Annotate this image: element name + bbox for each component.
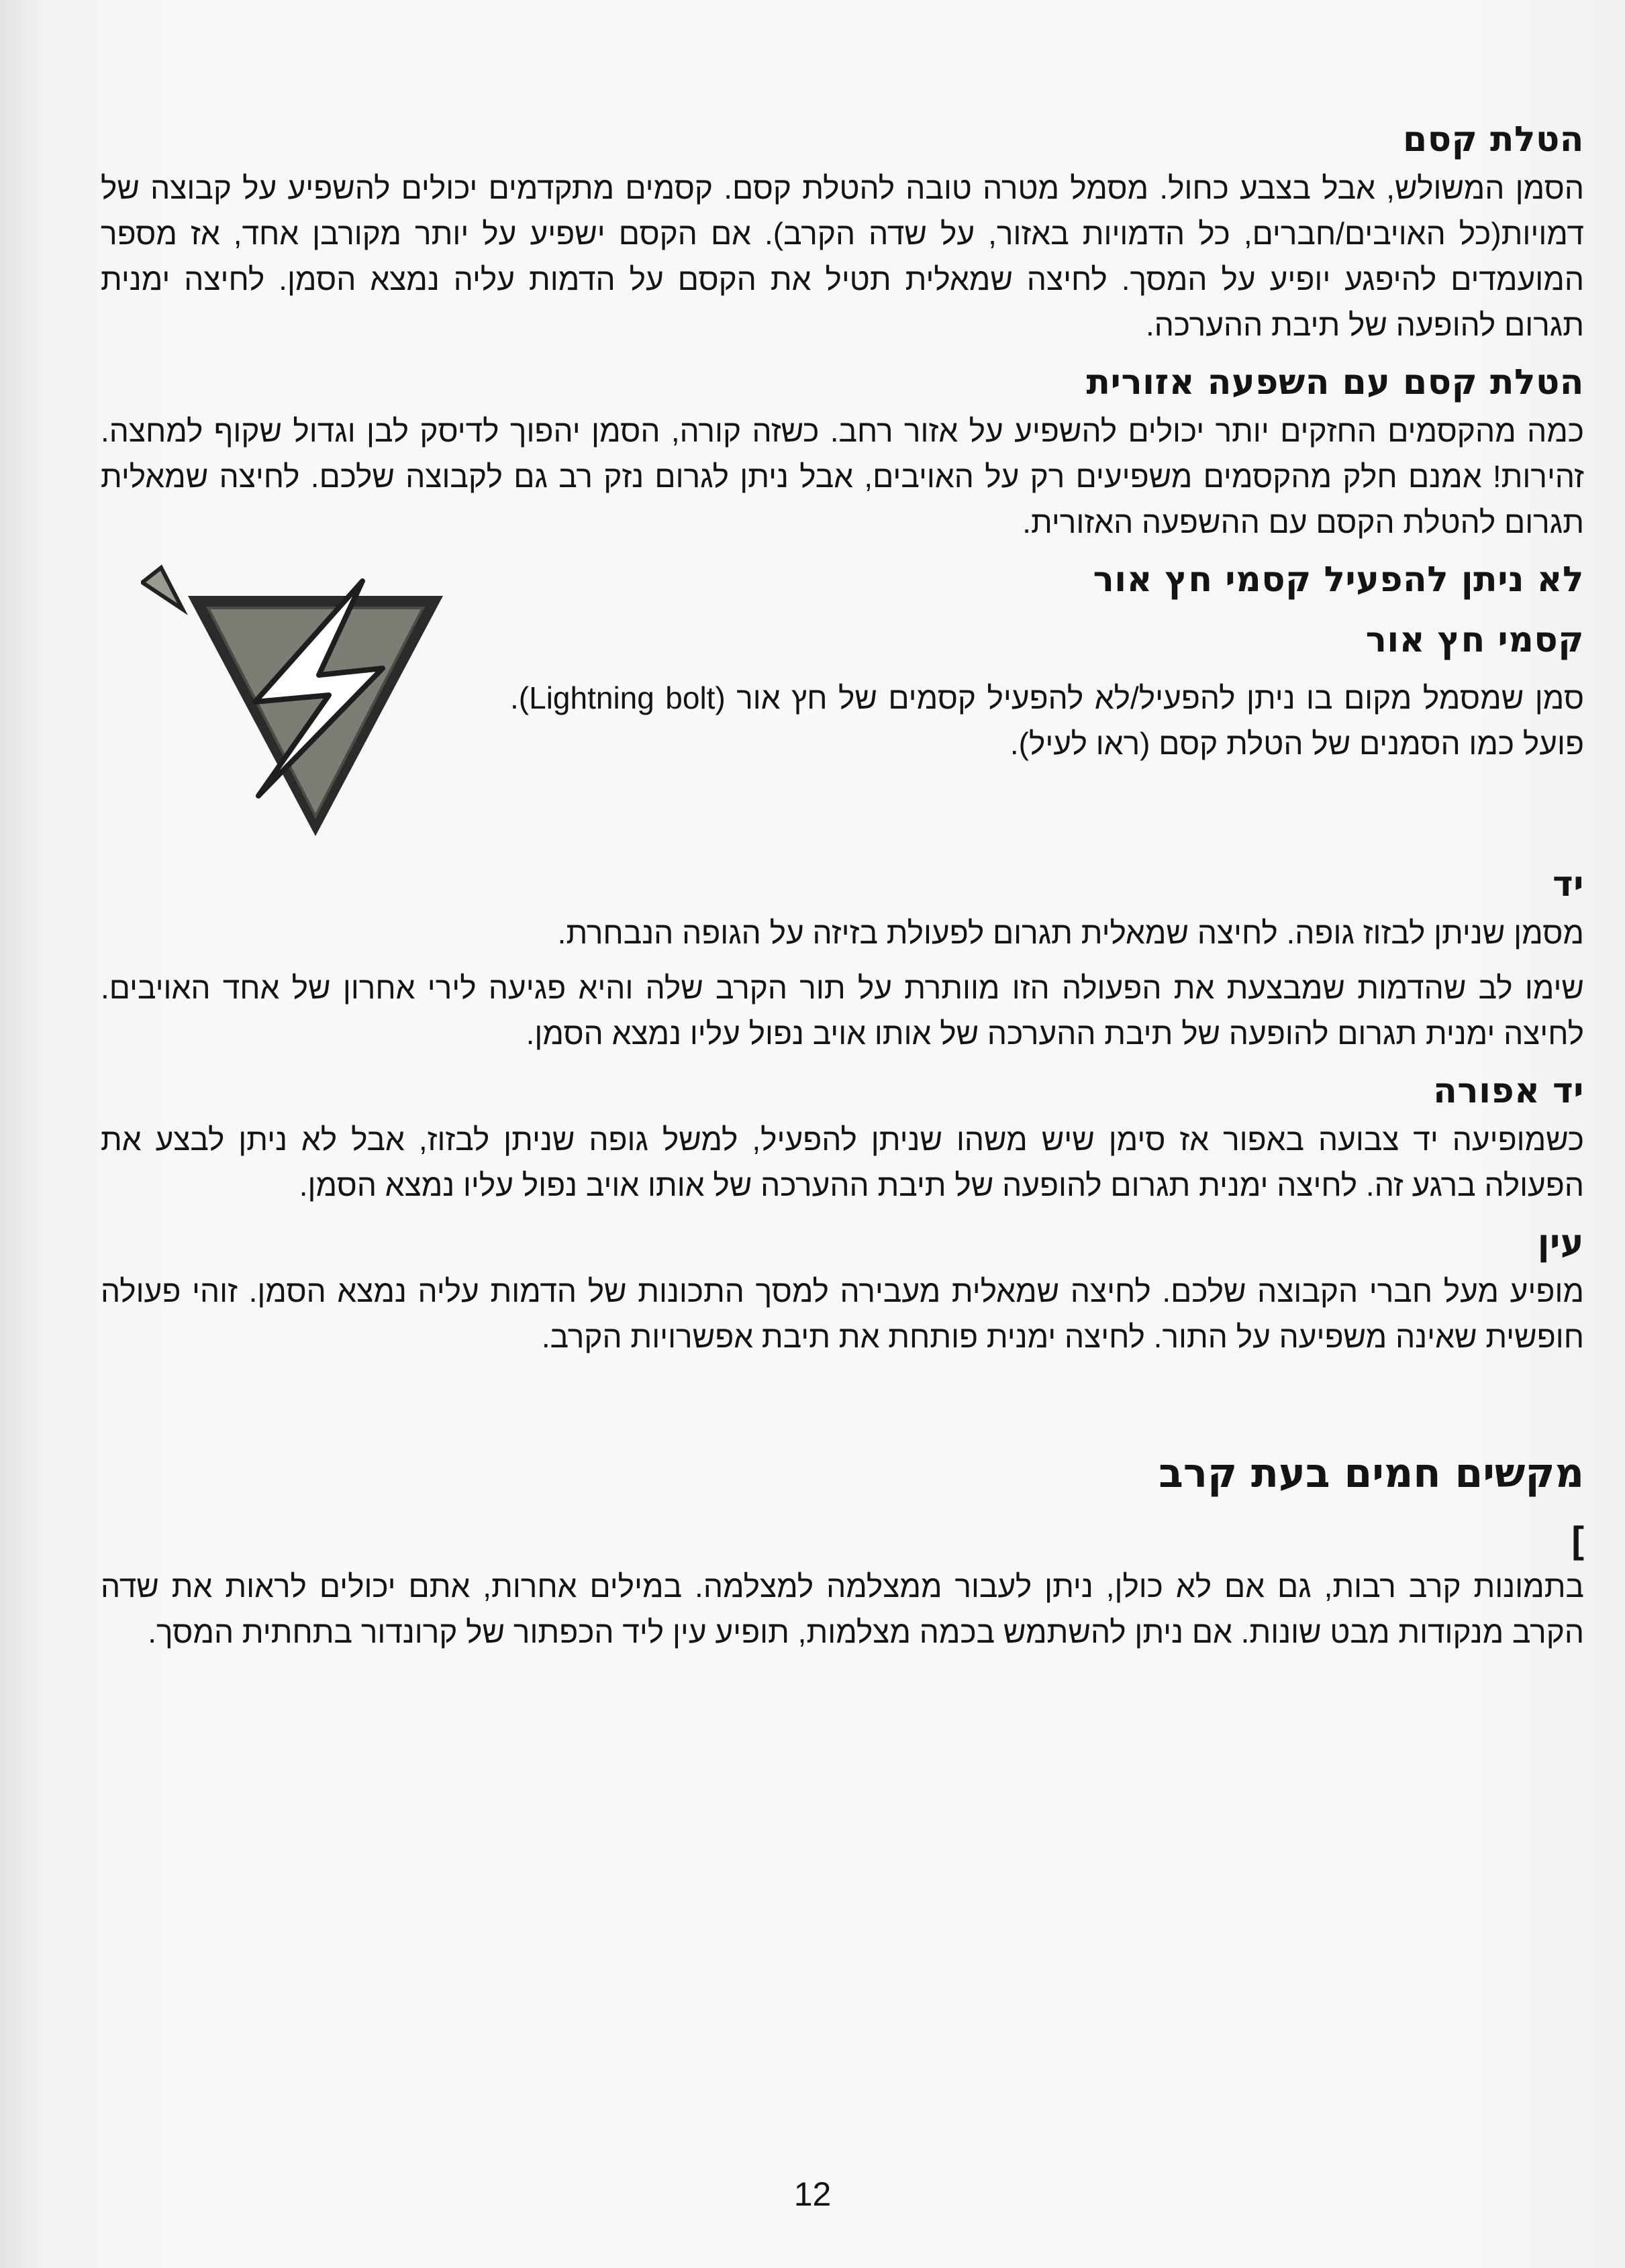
hotkey-bracket: ] [1571, 1518, 1584, 1561]
heading-hand: יד [1553, 864, 1584, 905]
page-content [101, 114, 1584, 1655]
paragraph-hand-note: שימו לב שהדמות שמבצעת את הפעולה הזו מוותרת על תור הקרב שלה והיא פגיעה לירי אחרון של אחד האויבים. לחיצה ימנית תגרום להופעה של תיבת ההערכה של אותו אויב נפול עליו נמצא הסמן. [101, 970, 1584, 1051]
pointer-triangle-icon [142, 568, 183, 609]
heading-combat-hotkeys: מקשים חמים בעת קרב [1159, 1450, 1584, 1497]
paragraph-area-spell: כמה מהקסמים החזקים יותר יכולים להשפיע על אזור רחב. כשזה קורה, הסמן יהפוך לדיסק לבן וגדול שקוף למחצה. זהירות! אמנם חלק מהקסמים משפיעים רק על האויבים, אבל ניתן לגרום נזק רב גם לקבוצה שלכם. לחיצה שמאלית תגרום להטלת הקסם עם ההשפעה האזורית. [101, 413, 1584, 539]
lightning-bolt-triangle-icon [141, 554, 490, 843]
heading-eye: עין [1537, 1223, 1584, 1263]
heading-no-lightning: לא ניתן להפעיל קסמי חץ אור [1093, 560, 1584, 600]
paragraph-hand: מסמן שניתן לבזוז גופה. לחיצה שמאלית תגרום לפעולת בזיזה על הגופה הנבחרת. [557, 915, 1584, 950]
paragraph-eye: מופיע מעל חברי הקבוצה שלכם. לחיצה שמאלית מעבירה למסך התכונות של הדמות עליה נמצא הסמן. זוהי פעולה חופשית שאינה משפיעה על התור. לחיצה ימנית פותחת את תיבת אפשרויות הקרב. [101, 1274, 1584, 1354]
page-number: 12 [793, 2175, 832, 2213]
heading-gray-hand: יד אפורה [1433, 1071, 1584, 1111]
heading-cast-spell: הטלת קסם [1403, 119, 1584, 160]
paragraph-hotkeys: בתמונות קרב רבות, גם אם לא כולן, ניתן לעבור ממצלמה למצלמה. במילים אחרות, אתם יכולים לראות את שדה הקרב מנקודות מבט שונות. אם ניתן להשתמש בכמה מצלמות, תופיע עין ליד הכפתור של קרונדור בתחתית המסך. [101, 1569, 1584, 1649]
paragraph-gray-hand: כשמופיעה יד צבועה באפור אז סימן שיש משהו שניתן להפעיל, למשל גופה שניתן לבזוז, אבל לא ניתן לבצע את הפעולה ברגע זה. לחיצה ימנית תגרום להופעה של תיבת ההערכה של אותו אויב נפול עליו נמצא הסמן. [101, 1122, 1584, 1202]
paragraph-cast-spell: הסמן המשולש, אבל בצבע כחול. מסמל מטרה טובה להטלת קסם. קסמים מתקדמים יכולים להשפיע על קבוצה של דמויות(כל האויבים/חברים, כל הדמויות באזור, על שדה הקרב). אם הקסם ישפיע על יותר מקורבן אחד, אז מספר המועמדים להיפגע יופיע על המסך. לחיצה שמאלית תטיל את הקסם על הדמות עליה נמצא הסמן. לחיצה ימנית תגרום להופעה של תיבת ההערכה. [101, 170, 1584, 342]
lightning-text-column [510, 554, 1584, 843]
paragraph-lightning: סמן שמסמל מקום בו ניתן להפעיל/לא להפעיל קסמים של חץ אור (Lightning bolt). פועל כמו הסמנים של הטלת קסם (ראו לעיל). [510, 680, 1584, 761]
heading-lightning: קסמי חץ אור [1365, 620, 1584, 660]
lightning-section [101, 554, 1584, 843]
heading-area-spell: הטלת קסם עם השפעה אזורית [1086, 362, 1584, 403]
